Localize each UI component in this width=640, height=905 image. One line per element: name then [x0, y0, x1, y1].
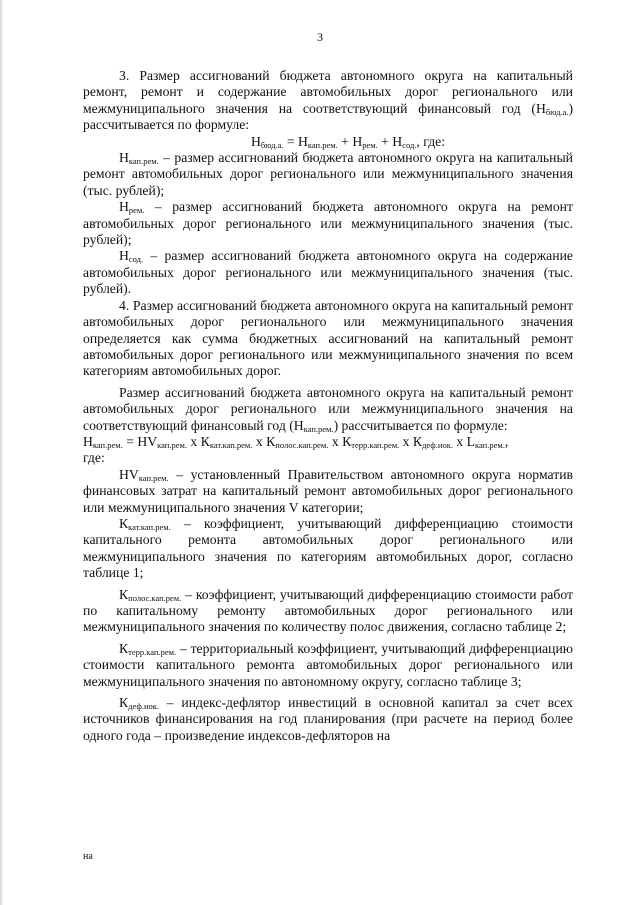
- text-run: – размер ассигнований бюджета автономного округа на капитальный ремонт автомобильных дорог регионального или межмуниципального значения (тыс. рублей);: [83, 150, 573, 198]
- subscript: полос.кап.рем.: [275, 439, 329, 450]
- text-run: = Н: [283, 133, 308, 149]
- text-run: х К: [186, 433, 210, 449]
- paragraph-def-polos: [83, 587, 573, 636]
- text-run: = НV: [122, 433, 158, 449]
- text-run: – коэффициент, учитывающий дифференциацию стоимости работ по капитальному ремонту автомобильных дорог регионального или межмуниципального значения по количеству полос движения, согласно таблице 2;: [83, 586, 573, 635]
- paragraph-def-rem: [83, 199, 573, 248]
- subscript: рем.: [128, 205, 145, 216]
- paragraph-def-kap-rem: [83, 150, 573, 199]
- paragraph-formula1: [83, 134, 573, 150]
- paragraph-def-sod: [83, 248, 573, 297]
- text-run: Н: [119, 199, 129, 215]
- text-run: – коэффициент, учитывающий дифференциацию стоимости капитального ремонта автомобильных дорог регионального или межмуниципального значения по категориям автомобильных дорог, согласно таблице 1;: [83, 515, 573, 581]
- subscript: деф.иок.: [128, 701, 160, 712]
- paragraph-def-def: [83, 695, 573, 744]
- text-run: х L: [452, 433, 476, 449]
- text-run: 4. Размер ассигнований бюджета автономного округа на капитальный ремонт автомобильных дорог регионального или межмуниципального значения определяется как сумма бюджетных ассигнований на капитальный ремонт автомобильных дорог регионального или межмуниципального значения по всем категориям автомобильных дорог.: [83, 297, 573, 379]
- subscript: сод.: [128, 254, 144, 265]
- subscript: кап.рем.: [157, 439, 187, 450]
- paragraph-where: [83, 450, 573, 466]
- subscript: терр.кап.рем.: [351, 439, 400, 450]
- document-body: [83, 68, 573, 744]
- text-run: – размер ассигнований бюджета автономного округа на ремонт автомобильных дорог регионального или межмуниципального значения (тыс. рублей);: [83, 199, 573, 248]
- text-run: – территориальный коэффициент, учитывающий дифференциацию стоимости капитального ремонта автомобильных дорог регионального или межмуниципального значения по автономному округу, согласно таблице 3;: [83, 640, 573, 689]
- subscript: деф.иок.: [422, 439, 453, 450]
- text-run: + Н: [337, 133, 363, 149]
- text-run: Н: [119, 248, 129, 264]
- paragraph-p4: [83, 298, 573, 380]
- text-run: ,: [504, 433, 509, 449]
- paragraph-p3: [83, 68, 573, 134]
- text-run: К: [119, 515, 129, 531]
- subscript: рем.: [362, 139, 378, 150]
- subscript: полос.кап.рем.: [128, 592, 182, 603]
- text-run: К: [119, 586, 129, 602]
- text-run: х К: [399, 433, 423, 449]
- text-run: х К: [328, 433, 352, 449]
- paragraph-def-kat: [83, 516, 573, 582]
- text-run: 3. Размер ассигнований бюджета автономного округа на капитальный ремонт, ремонт и содержание автомобильных дорог регионального или межмуниципального значения на соответствующий финансовый год (Н: [83, 68, 573, 116]
- text-run: , где:: [416, 133, 446, 149]
- page-footer-continuation: на: [83, 851, 93, 862]
- subscript: сод.: [402, 139, 417, 150]
- paragraph-p-kap-rem-formula-intro: [83, 385, 573, 434]
- text-run: ) рассчитывается по формуле:: [83, 100, 573, 133]
- text-run: К: [119, 695, 129, 711]
- text-run: где:: [83, 450, 105, 466]
- paragraph-def-terr: [83, 641, 573, 690]
- subscript: бюд.а.: [545, 106, 569, 117]
- scan-edge: [0, 0, 3, 905]
- subscript: терр.кап.рем.: [128, 646, 177, 657]
- subscript: кап.рем.: [475, 439, 505, 450]
- text-run: ) рассчитывается по формуле:: [333, 417, 508, 433]
- subscript: бюд.а.: [260, 139, 284, 150]
- text-run: Н: [119, 150, 129, 166]
- subscript: кап.рем.: [307, 139, 338, 150]
- text-run: – индекс-дефлятор инвестиций в основной капитал за счет всех источников финансирования на год планирования (при расчете на период более одного года – произведение индексов-дефляторов на: [83, 695, 573, 743]
- text-run: Н: [250, 133, 261, 149]
- paragraph-def-nv: [83, 467, 573, 516]
- text-run: К: [119, 640, 129, 656]
- text-run: х К: [252, 433, 276, 449]
- text-run: НV: [119, 466, 139, 482]
- subscript: кат.кап.рем.: [128, 521, 171, 532]
- subscript: кат.кап.рем.: [209, 439, 253, 450]
- text-run: – размер ассигнований бюджета автономного округа на содержание автомобильных дорог регионального или межмуниципального значения (тыс. рублей).: [83, 248, 573, 297]
- text-run: + Н: [377, 133, 403, 149]
- paragraph-formula2: [83, 434, 573, 450]
- subscript: кап.рем.: [128, 156, 159, 167]
- subscript: кап.рем.: [92, 439, 123, 450]
- text-run: Н: [83, 433, 93, 449]
- subscript: кап.рем.: [138, 472, 169, 483]
- text-run: Размер ассигнований бюджета автономного округа на капитальный ремонт автомобильных дорог регионального или межмуниципального значения на соответствующий финансовый год (Н: [83, 384, 573, 433]
- text-run: – установленный Правительством автономного округа норматив финансовых затрат на капитальный ремонт автомобильных дорог регионального или межмуниципального значения V категории;: [83, 466, 573, 515]
- page-number: 3: [317, 30, 323, 44]
- subscript: кап.рем.: [303, 423, 334, 434]
